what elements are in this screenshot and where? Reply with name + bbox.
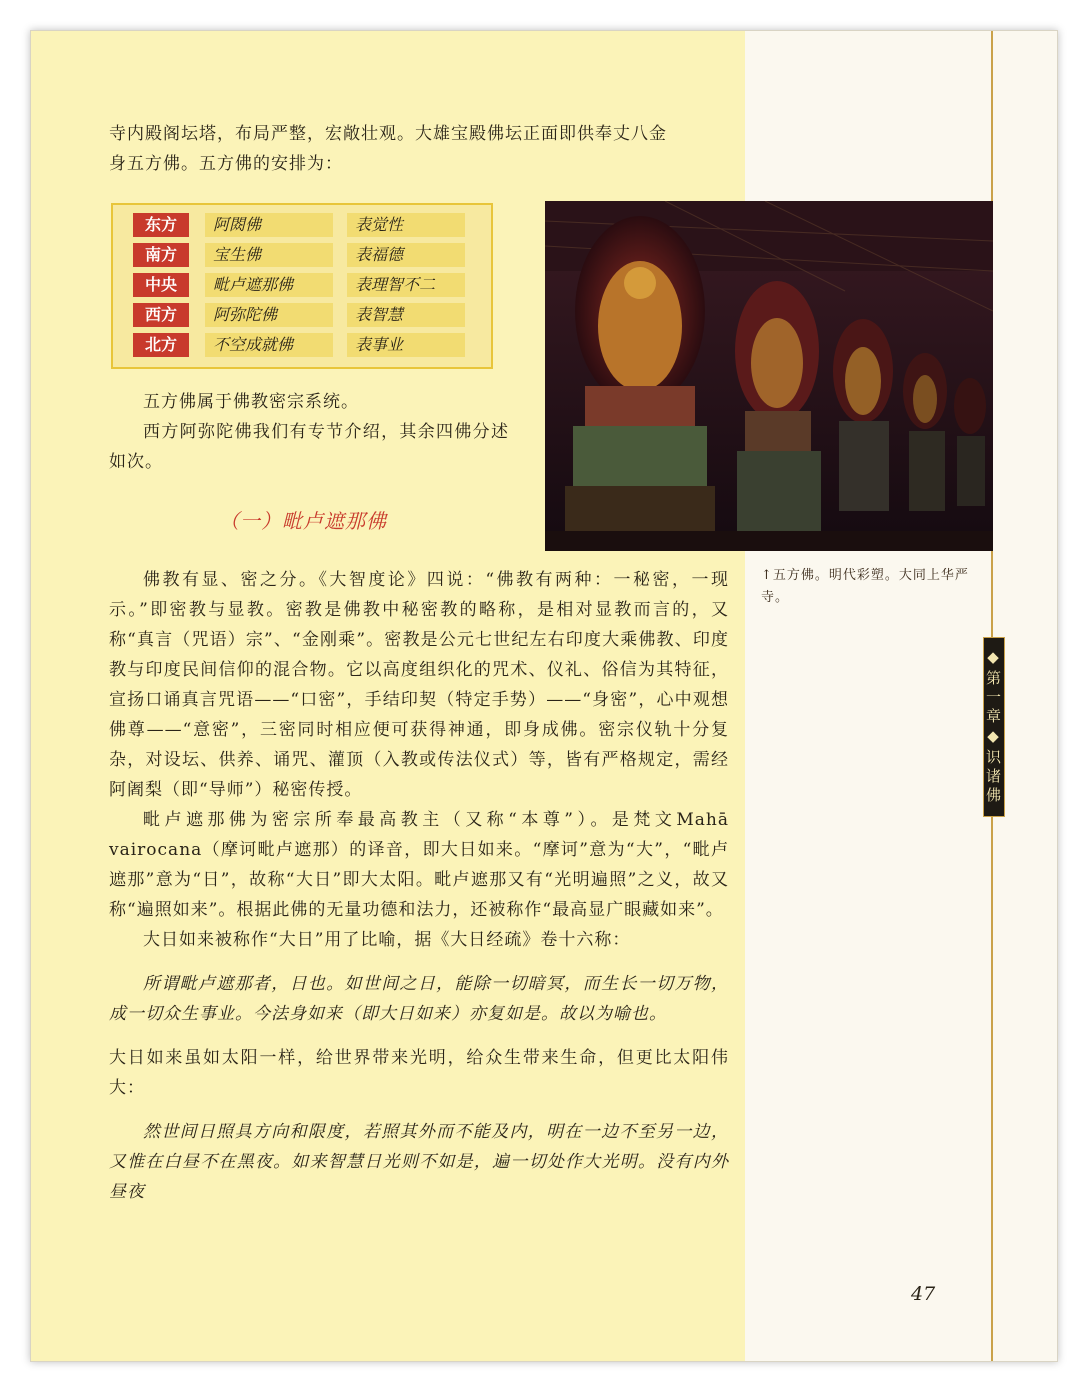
table-row: [133, 303, 473, 327]
buddha-meaning: 表理智不二: [347, 273, 465, 297]
table-row: [133, 213, 473, 237]
page-number: 47: [911, 1283, 936, 1305]
main-body: [109, 565, 729, 1207]
table-row: [133, 243, 473, 267]
buddha-meaning: 表事业: [347, 333, 465, 357]
paragraph: 佛教有显、密之分。《大智度论》四说：“佛教有两种：一秘密，一现示。”即密教与显教。密教是佛教中秘密教的略称，是相对显教而言的，又称“真言（咒语）宗”、“金刚乘”。密教是公元七世纪左右印度大乘佛教、印度教与印度民间信仰的混合物。它以高度组织化的咒术、仪礼、俗信为其特征，宣扬口诵真言咒语——“口密”，手结印契（特定手势）——“身密”，心中观想佛尊——“意密”，三密同时相应便可获得神通，即身成佛。密宗仪轨十分复杂，对设坛、供养、诵咒、灌顶（入教或传法仪式）等，皆有严格规定，需经阿阇梨（即“导师”）秘密传授。: [109, 570, 729, 800]
photo-caption: ↑五方佛。明代彩塑。大同上华严寺。: [761, 568, 969, 605]
buddha-name: 阿閦佛: [205, 213, 333, 237]
quotation: 所谓毗卢遮那者，日也。如世间之日，能除一切暗冥，而生长一切万物，成一切众生事业。今法身如来（即大日如来）亦复如是。故以为喻也。: [109, 974, 729, 1024]
intro-line-1: 寺内殿阁坛塔，布局严整，宏敞壮观。大雄宝殿佛坛正面即供奉丈八金: [109, 124, 667, 144]
book-page: [30, 30, 1058, 1362]
section-title: （一）毗卢遮那佛: [219, 509, 387, 533]
buddha-name: 宝生佛: [205, 243, 333, 267]
buddha-name: 阿弥陀佛: [205, 303, 333, 327]
chapter-tab: ◆第一章◆识诸佛: [983, 637, 1005, 817]
left-paragraphs: [109, 387, 509, 477]
intro-line-2: 身五方佛。五方佛的安排为：: [109, 154, 343, 174]
five-buddhas-table: [111, 203, 493, 369]
direction-label: 南方: [133, 243, 189, 267]
paragraph: 毗卢遮那佛为密宗所奉最高教主（又称“本尊”）。是梵文Mahā vairocana（摩诃毗卢遮那）的译音，即大日如来。“摩诃”意为“大”，“毗卢遮那”意为“日”，故称“大日”即大太阳。毗卢遮那又有“光明遍照”之义，故又称“遍照如来”。根据此佛的无量功德和法力，还被称作“最高显广眼藏如来”。: [109, 810, 729, 920]
paragraph: 大日如来被称作“大日”用了比喻，据《大日经疏》卷十六称：: [143, 930, 631, 950]
paragraph: 五方佛属于佛教密宗系统。: [143, 392, 359, 412]
temple-statues-image: [545, 201, 993, 551]
buddha-meaning: 表福德: [347, 243, 465, 267]
direction-label: 东方: [133, 213, 189, 237]
buddha-meaning: 表觉性: [347, 213, 465, 237]
table-row: [133, 333, 473, 357]
quotation: 然世间日照具方向和限度，若照其外而不能及内，明在一边不至另一边，又惟在白昼不在黑夜。如来智慧日光则不如是，遍一切处作大光明。没有内外昼夜: [109, 1122, 729, 1202]
buddha-meaning: 表智慧: [347, 303, 465, 327]
five-buddhas-photo: [545, 201, 993, 551]
direction-label: 西方: [133, 303, 189, 327]
buddha-name: 不空成就佛: [205, 333, 333, 357]
direction-label: 北方: [133, 333, 189, 357]
buddha-name: 毗卢遮那佛: [205, 273, 333, 297]
intro-paragraph: [109, 119, 729, 179]
paragraph: 大日如来虽如太阳一样，给世界带来光明，给众生带来生命，但更比太阳伟大：: [109, 1048, 729, 1098]
direction-label: 中央: [133, 273, 189, 297]
table-row: [133, 273, 473, 297]
paragraph: 西方阿弥陀佛我们有专节介绍，其余四佛分述如次。: [109, 422, 509, 472]
